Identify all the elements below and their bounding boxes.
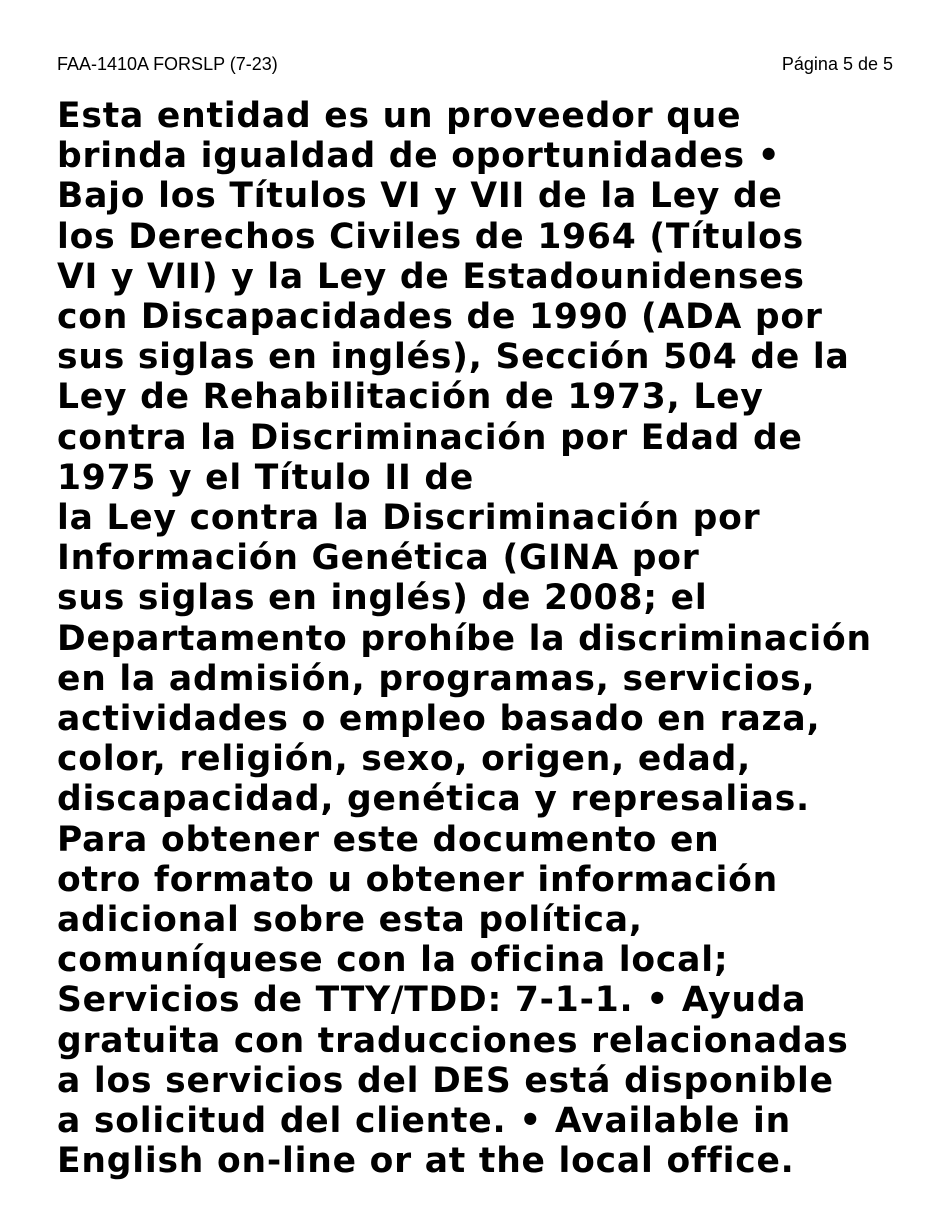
notice-line: sus siglas en inglés), Sección 504 de la [57, 337, 850, 378]
notice-line: actividades o empleo basado en raza, [57, 699, 821, 740]
page-number: Página 5 de 5 [781, 54, 893, 74]
notice-line: en la admisión, programas, servicios, [57, 658, 816, 699]
notice-line: Esta entidad es un proveedor que [57, 96, 742, 136]
notice-line: 1975 y el Título II de [57, 457, 475, 498]
notice-line: gratuita con traducciones relacionadas [57, 1020, 849, 1061]
notice-line: Bajo los Títulos VI y VII de la Ley de [57, 176, 783, 217]
notice-line: Servicios de TTY/TDD: 7-1-1. • Ayuda [57, 980, 807, 1021]
notice-line: con Discapacidades de 1990 (ADA por [57, 297, 823, 338]
notice-line: adicional sobre esta política, [57, 900, 643, 941]
notice-line: Ley de Rehabilitación de 1973, Ley [57, 377, 764, 418]
notice-line: comuníquese con la oficina local; [57, 940, 729, 981]
nondiscrimination-notice [57, 96, 907, 1181]
notice-line: contra la Discriminación por Edad de [57, 417, 803, 458]
notice-line: Para obtener este documento en [57, 819, 720, 860]
notice-line: a solicitud del cliente. • Available in [57, 1101, 791, 1142]
notice-line: otro formato u obtener información [57, 859, 779, 900]
notice-line: la Ley contra la Discriminación por [57, 498, 761, 539]
notice-line: brinda igualdad de oportunidades • [57, 136, 781, 177]
notice-line: discapacidad, genética y represalias. [57, 779, 810, 820]
form-id: FAA-1410A FORSLP (7-23) [57, 54, 278, 74]
notice-line: sus siglas en inglés) de 2008; el [57, 578, 708, 619]
notice-line: Departamento prohíbe la discriminación [57, 618, 872, 659]
notice-line: English on-line or at the local office. [57, 1141, 795, 1182]
notice-line: color, religión, sexo, origen, edad, [57, 739, 752, 780]
notice-line: Información Genética (GINA por [57, 538, 700, 579]
notice-line: a los servicios del DES está disponible [57, 1060, 834, 1101]
notice-line: VI y VII) y la Ley de Estadounidenses [57, 256, 805, 297]
notice-line: los Derechos Civiles de 1964 (Títulos [57, 216, 804, 257]
page-header [57, 52, 893, 76]
